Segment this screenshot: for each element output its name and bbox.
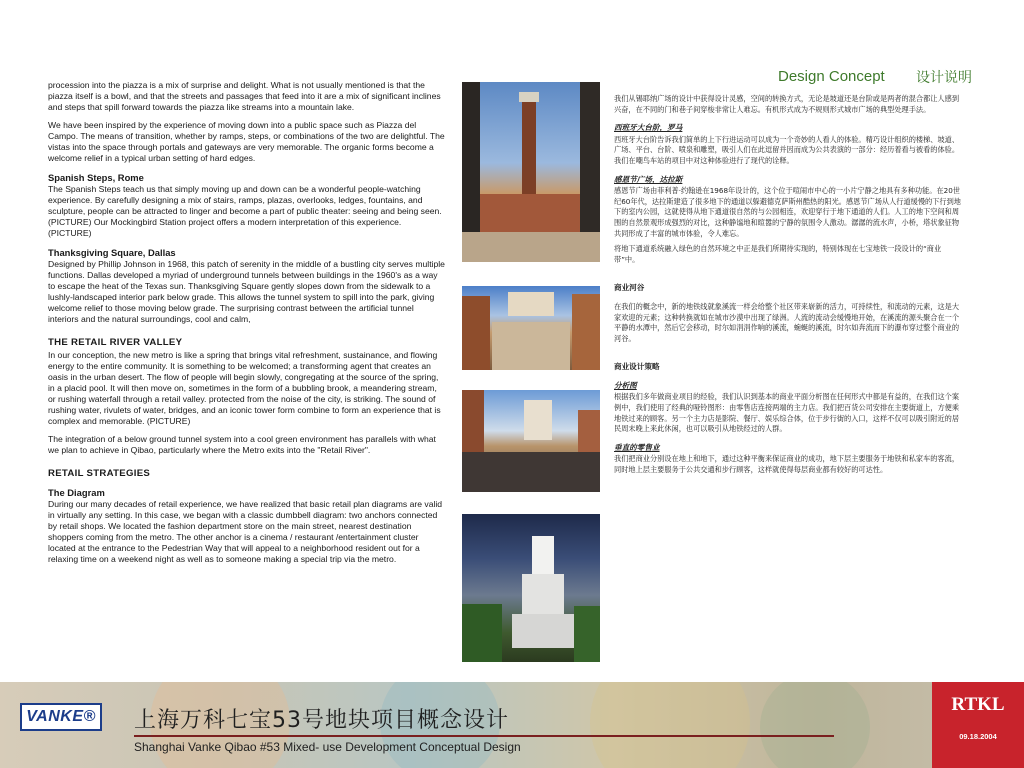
title-divider	[134, 735, 834, 737]
design-concept-heading-en: Design Concept	[778, 68, 885, 85]
spanish-steps-photo	[462, 286, 600, 370]
project-title-en: Shanghai Vanke Qibao #53 Mixed- use Development Conceptual Design	[134, 740, 521, 754]
intro-paragraph-1: procession into the piazza is a mix of surprise and delight. What is not usually mentioned is that the piazza itself is a bowl, and that the streets and passages that feed into it are a mix of significant inclines and steps that spill forward towards the piazza like streams into a mountain lake.	[48, 80, 441, 112]
diagram-heading: The Diagram	[48, 487, 105, 498]
intro-paragraph-2: We have been inspired by the experience of moving down into a public space such as Piazza del Campo. The means of transition, whether by ramps, steps, or combinations of the two are delightful. The vistas into the space through portals and gateways are very memorable. The organic forms become a welcome relief in a typical urban setting of hard edges.	[48, 120, 445, 163]
cn-thanksgiving-heading: 感恩节广场，达拉斯	[614, 174, 683, 184]
footer-banner	[0, 682, 1024, 768]
sculpture-tower-photo	[462, 514, 600, 662]
design-concept-heading-cn: 设计说明	[916, 70, 972, 86]
cn-retail-river-heading: 商业河谷	[614, 283, 645, 293]
chinese-text-column	[614, 94, 966, 481]
vanke-logo	[20, 703, 102, 731]
retail-river-heading: THE RETAIL RIVER VALLEY	[48, 337, 183, 348]
steps-crowd-photo	[462, 390, 600, 492]
cn-intro-paragraph: 我们从锡耶纳广场的设计中获得设计灵感，空间的转换方式，无论是坡道还是台阶或是两者的混合都让人感到兴奋，在不同的门和巷子间穿梭非常让人难忘。有机形式成为不规则形式城市广场的典型处理手法。	[614, 94, 960, 114]
piazza-tower-photo	[462, 82, 600, 262]
english-text-column	[48, 80, 446, 572]
cn-retail-river-paragraph: 在我们的概念中，新的地铁线就象溪流一样会给整个社区带来崭新的活力，可持续性，和流动的元素，这是大家欢迎的元素；这种转换就如在城市沙漠中出现了绿洲。人流的流动会缓慢地开始，在溪流的源头聚合在一个平静的水潭中，然后它会移动，时尔如涓涓作响的溪流，蜿蜒的溪流，时尔如奔流而下的瀑布穿过整个商业的河谷。	[614, 301, 960, 343]
retail-river-paragraph: In our conception, the new metro is like a spring that brings vital refreshment, sustainance, and flowing energy to the entire community. It is something to be welcomed; a transforming agent that creates an oasis in the urban desert. The flow of people will begin slowly, congregating at the source of the spring, in a placid pool. It will then move on, sometimes in the form of a bubbling brook, a meandering stream, or rushing waterfall through a retail valley. protected from the noise of the city, is striking. The sound of rushing water, rivulets of water, bridges, and an iconic tower form combine to form an experience that is complex and memorable. (PICTURE)	[48, 350, 441, 426]
vanke-logo-text: VANKE®	[26, 708, 96, 725]
tunnel-integration-paragraph: The integration of a below ground tunnel system into a cool green environment has parallels with what we plan to achieve in Qibao, particularly where the Metro exits into the "Retail River".	[48, 434, 436, 455]
project-title-cn: 上海万科七宝53号地块项目概念设计	[134, 708, 509, 733]
cn-vertical-retail-heading: 垂直的零售业	[614, 442, 660, 452]
rtkl-logo-block	[932, 682, 1024, 768]
diagram-paragraph: During our many decades of retail experience, we have realized that basic retail plan diagrams are valid in virtually any setting. In this case, we began with a classic dumbbell diagram: two anchors connected by retail shops. We located the fashion department store on the main street, nearest destination shoppers coming from the metro. The other anchor is a cinema / restaurant /entertainment cluster located at the entrance to the Pedestrian Way that will appeal to a neighborhood resident out for a relaxing time on a weekend night as well as to someone making a special trip via the metro.	[48, 499, 443, 564]
retail-strategies-heading: RETAIL STRATEGIES	[48, 468, 151, 479]
cn-thanksgiving-paragraph: 感恩节广场由菲利普·约翰逊在1968年设计的，这个位于喧闹市中心的一小片宁静之地具有多种功能。在20世纪60年代，达拉斯建造了很多地下的通道以躲避德克萨斯州酷热的阳光。感恩节广场从人行道缓慢的下行到地下的室内公园，这就使得从地下通道很自然的与公园相连，欢迎穿行于地下通道的人们。人工的地下空间和周围的自然景观形成强烈的对比，这种静谧地和暄嚣的宁静的氛围令人激动。潺潺的流水声，小桥，塔状象征物共同形成了丰富的城市体验，令人难忘。	[614, 186, 961, 238]
cn-spanish-steps-paragraph: 西班牙大台阶告诉我们简单的上下行进运动可以成为一个奇妙的人看人的体验。精巧设计组织的楼梯、坡道、广场、平台、台阶、喷泉和雕塑，吸引人们在此逗留并因而成为公共表演的一部分：经历着看与被看的体验。我们在嘲鸟车站的项目中对这种体验进行了现代的诠释。	[614, 134, 960, 165]
cn-tunnel-paragraph: 将地下通道系统融入绿色的自然环境之中正是我们所期待实现的，特别体现在七宝地铁一段设计的“商业带”中。	[614, 244, 942, 264]
spanish-steps-heading: Spanish Steps, Rome	[48, 172, 144, 183]
thanksgiving-square-heading: Thanksgiving Square, Dallas	[48, 247, 176, 258]
board-date: 09.18.2004	[959, 732, 997, 741]
spanish-steps-paragraph: The Spanish Steps teach us that simply moving up and down can be a wonderful people-watching experience. By carefully designing a mix of stairs, ramps, plazas, overlooks, ledges, fountains, and sculpture, people can be attracted to linger and become a part of public theater: seeing and being seen. (PICTURE) Our Mockingbird Station project offers a modern interpretation of this experience. (PICTURE)	[48, 184, 442, 238]
thanksgiving-square-paragraph: Designed by Phillip Johnson in 1968, this patch of serenity in the middle of a bustling city serves multiple functions. Dallas developed a myriad of underground tunnels between buildings in the 1960's as a way to escape the heat of the Texas sun. Thanksgiving Square gently slopes down from the sidewalk to a lushly-landscaped interior park below grade. This allows the tunnel system to spill into the park, giving welcome relief to those moving below grade. The surprising contrast between the artificial tunnel interiors and the natural surroundings, cool and calm,	[48, 259, 445, 324]
cn-diagram-heading: 分析图	[614, 380, 637, 390]
cn-diagram-paragraph: 根据我们多年做商业项目的经验，我们认识到基本的商业平面分析图在任何形式中都是有益的，在我们这个案例中，我们使用了经典的哑铃图形：由零售店连接两端的主力店。我们把百货公司安排在主要街道上，方便乘地铁过来的顾客。另一个主力店是影院、餐厅、娱乐综合体，位于步行街的入口，这样不仅可以吸引附近的居民周末晚上来此休闲，也可以吸引从地铁经过的人群。	[614, 392, 960, 434]
cn-spanish-steps-heading: 西班牙大台阶，罗马	[614, 123, 683, 133]
rtkl-logo: RTKL	[951, 694, 1005, 715]
cn-retail-strategies-heading: 商业设计策略	[614, 362, 660, 372]
cn-vertical-retail-paragraph: 我们把商业分别设在地上和地下，通过这种平衡来保证商业的成功，地下层主要服务于地铁和私家车的客流，同时地上层主要服务于公共交通和步行顾客，这样就使得每层商业都有较好的可达性。	[614, 454, 960, 475]
